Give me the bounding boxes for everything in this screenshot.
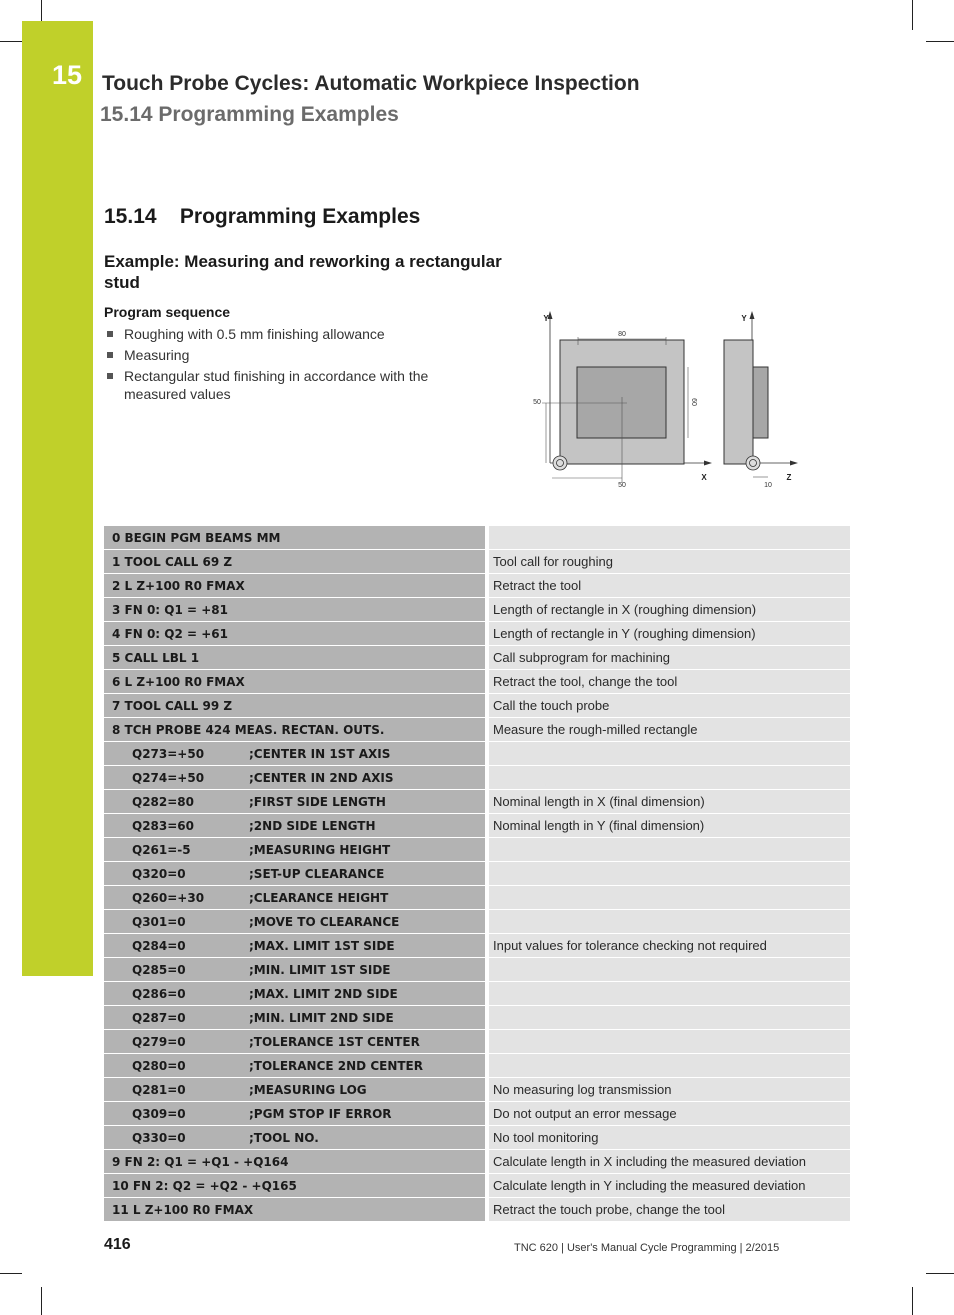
parameter-comment: ;MEASURING LOG bbox=[249, 1082, 367, 1097]
program-description-cell bbox=[489, 526, 850, 550]
list-item bbox=[104, 367, 464, 403]
program-code-cell: 10 FN 2: Q2 = +Q2 - +Q165 bbox=[104, 1174, 485, 1198]
table-row bbox=[104, 670, 850, 694]
program-code-cell bbox=[104, 1078, 485, 1102]
rectangular-stud bbox=[577, 367, 666, 438]
parameter-value: Q301=0 bbox=[132, 914, 186, 929]
parameter-comment: ;CENTER IN 2ND AXIS bbox=[249, 770, 394, 785]
width-dimension-label: 80 bbox=[618, 331, 626, 338]
program-description-cell: Do not output an error message bbox=[489, 1102, 850, 1126]
table-row bbox=[104, 790, 850, 814]
program-code-cell bbox=[104, 838, 485, 862]
bullet-icon bbox=[107, 331, 113, 337]
side-view-stud bbox=[753, 367, 768, 438]
program-code-cell bbox=[104, 886, 485, 910]
program-description-cell bbox=[489, 886, 850, 910]
parameter-comment: ;MIN. LIMIT 2ND SIDE bbox=[249, 1010, 394, 1025]
table-row bbox=[104, 1126, 850, 1150]
program-description-cell: Calculate length in X including the measured deviation bbox=[489, 1150, 850, 1174]
program-code-cell: 0 BEGIN PGM BEAMS MM bbox=[104, 526, 485, 550]
x-axis-arrow-icon bbox=[704, 461, 712, 466]
program-code-cell bbox=[104, 1126, 485, 1150]
parameter-value: Q279=0 bbox=[132, 1034, 186, 1049]
footer-text: TNC 620 | User's Manual Cycle Programming | 2/2015 bbox=[514, 1242, 780, 1254]
chapter-subtitle: 15.14 Programming Examples bbox=[100, 103, 399, 126]
table-row bbox=[104, 1174, 850, 1198]
table-row bbox=[104, 550, 850, 574]
side-view-blank bbox=[724, 340, 753, 464]
table-row bbox=[104, 574, 850, 598]
parameter-comment: ;TOLERANCE 2ND CENTER bbox=[249, 1058, 423, 1073]
program-code-cell: 2 L Z+100 R0 FMAX bbox=[104, 574, 485, 598]
program-description-cell: Calculate length in Y including the measured deviation bbox=[489, 1174, 850, 1198]
list-item-text: Rectangular stud finishing in accordance with the measured values bbox=[124, 368, 429, 402]
parameter-value: Q309=0 bbox=[132, 1106, 186, 1121]
parameter-value: Q282=80 bbox=[132, 794, 195, 809]
parameter-comment: ;MEASURING HEIGHT bbox=[249, 842, 391, 857]
parameter-value: Q280=0 bbox=[132, 1058, 186, 1073]
table-row bbox=[104, 1006, 850, 1030]
table-row bbox=[104, 1150, 850, 1174]
table-row bbox=[104, 526, 850, 550]
parameter-comment: ;SET-UP CLEARANCE bbox=[249, 866, 385, 881]
program-code-cell: 1 TOOL CALL 69 Z bbox=[104, 550, 485, 574]
program-code-cell bbox=[104, 1030, 485, 1054]
program-code-cell bbox=[104, 862, 485, 886]
parameter-value: Q281=0 bbox=[132, 1082, 186, 1097]
program-code-cell bbox=[104, 982, 485, 1006]
program-code-cell: 6 L Z+100 R0 FMAX bbox=[104, 670, 485, 694]
program-sequence-list bbox=[104, 325, 464, 406]
program-sequence-label: Program sequence bbox=[104, 304, 231, 320]
list-item-text: Roughing with 0.5 mm finishing allowance bbox=[124, 326, 385, 342]
table-row bbox=[104, 1078, 850, 1102]
front-axis-x-label: X bbox=[701, 473, 707, 482]
parameter-value: Q285=0 bbox=[132, 962, 186, 977]
table-row bbox=[104, 1030, 850, 1054]
program-description-cell: Retract the tool, change the tool bbox=[489, 670, 850, 694]
program-description-cell bbox=[489, 862, 850, 886]
parameter-value: Q320=0 bbox=[132, 866, 186, 881]
side-y-axis-arrow-icon bbox=[750, 311, 755, 319]
parameter-value: Q330=0 bbox=[132, 1130, 186, 1145]
center-y-dimension-label: 50 bbox=[533, 399, 541, 406]
crop-mark bbox=[912, 0, 913, 30]
parameter-comment: ;MAX. LIMIT 1ST SIDE bbox=[249, 938, 395, 953]
program-code-cell bbox=[104, 958, 485, 982]
parameter-value: Q274=+50 bbox=[132, 770, 205, 785]
program-code-cell bbox=[104, 790, 485, 814]
front-axis-y-label: Y bbox=[543, 314, 549, 323]
table-row bbox=[104, 886, 850, 910]
program-description-cell bbox=[489, 838, 850, 862]
parameter-comment: ;2ND SIDE LENGTH bbox=[249, 818, 376, 833]
program-description-cell bbox=[489, 982, 850, 1006]
program-code-cell: 9 FN 2: Q1 = +Q1 - +Q164 bbox=[104, 1150, 485, 1174]
program-description-cell: Length of rectangle in Y (roughing dimension) bbox=[489, 622, 850, 646]
parameter-value: Q287=0 bbox=[132, 1010, 186, 1025]
program-description-cell: Input values for tolerance checking not required bbox=[489, 934, 850, 958]
table-row bbox=[104, 910, 850, 934]
program-description-cell bbox=[489, 958, 850, 982]
table-row bbox=[104, 766, 850, 790]
program-code-cell bbox=[104, 910, 485, 934]
list-item-text: Measuring bbox=[124, 347, 190, 363]
program-description-cell: Tool call for roughing bbox=[489, 550, 850, 574]
program-code-cell bbox=[104, 766, 485, 790]
page-number: 416 bbox=[104, 1236, 131, 1253]
table-row bbox=[104, 1054, 850, 1078]
table-row bbox=[104, 838, 850, 862]
program-code-cell: 7 TOOL CALL 99 Z bbox=[104, 694, 485, 718]
side-z-axis-arrow-icon bbox=[790, 461, 798, 466]
parameter-comment: ;MIN. LIMIT 1ST SIDE bbox=[249, 962, 391, 977]
table-row bbox=[104, 646, 850, 670]
parameter-value: Q286=0 bbox=[132, 986, 186, 1001]
datum-icon bbox=[553, 456, 567, 470]
list-item bbox=[104, 346, 464, 364]
table-row bbox=[104, 934, 850, 958]
table-row bbox=[104, 742, 850, 766]
program-description-cell bbox=[489, 1054, 850, 1078]
program-code-cell: 3 FN 0: Q1 = +81 bbox=[104, 598, 485, 622]
depth-dimension-label: 10 bbox=[764, 482, 772, 489]
program-description-cell: No measuring log transmission bbox=[489, 1078, 850, 1102]
program-description-cell bbox=[489, 1006, 850, 1030]
parameter-comment: ;TOOL NO. bbox=[249, 1130, 319, 1145]
parameter-comment: ;FIRST SIDE LENGTH bbox=[249, 794, 386, 809]
crop-mark bbox=[0, 1273, 22, 1274]
crop-mark bbox=[41, 1287, 42, 1315]
list-item bbox=[104, 325, 464, 343]
crop-mark bbox=[41, 0, 42, 22]
table-row bbox=[104, 622, 850, 646]
parameter-comment: ;PGM STOP IF ERROR bbox=[249, 1106, 392, 1121]
parameter-comment: ;MOVE TO CLEARANCE bbox=[249, 914, 400, 929]
program-description-cell bbox=[489, 910, 850, 934]
table-row bbox=[104, 598, 850, 622]
table-row bbox=[104, 694, 850, 718]
parameter-value: Q273=+50 bbox=[132, 746, 205, 761]
program-description-cell bbox=[489, 766, 850, 790]
example-title: Example: Measuring and reworking a rectangular stud bbox=[104, 252, 502, 292]
bullet-icon bbox=[107, 373, 113, 379]
program-description-cell bbox=[489, 742, 850, 766]
crop-mark bbox=[926, 1273, 954, 1274]
table-row bbox=[104, 1102, 850, 1126]
height-dimension-label: 60 bbox=[690, 398, 697, 406]
program-description-cell: Nominal length in Y (final dimension) bbox=[489, 814, 850, 838]
workpiece-drawing bbox=[522, 305, 802, 495]
program-code-cell bbox=[104, 1102, 485, 1126]
table-row bbox=[104, 1198, 850, 1222]
parameter-comment: ;TOLERANCE 1ST CENTER bbox=[249, 1034, 420, 1049]
bullet-icon bbox=[107, 352, 113, 358]
parameter-value: Q260=+30 bbox=[132, 890, 205, 905]
crop-mark bbox=[0, 41, 22, 42]
table-row bbox=[104, 958, 850, 982]
table-row bbox=[104, 862, 850, 886]
program-code-cell bbox=[104, 1006, 485, 1030]
program-description-cell: Nominal length in X (final dimension) bbox=[489, 790, 850, 814]
program-code-cell: 5 CALL LBL 1 bbox=[104, 646, 485, 670]
parameter-comment: ;CENTER IN 1ST AXIS bbox=[249, 746, 391, 761]
program-code-cell: 8 TCH PROBE 424 MEAS. RECTAN. OUTS. bbox=[104, 718, 485, 742]
table-row bbox=[104, 814, 850, 838]
program-description-cell: No tool monitoring bbox=[489, 1126, 850, 1150]
program-description-cell: Call the touch probe bbox=[489, 694, 850, 718]
program-description-cell: Call subprogram for machining bbox=[489, 646, 850, 670]
program-description-cell: Measure the rough-milled rectangle bbox=[489, 718, 850, 742]
program-code-cell bbox=[104, 742, 485, 766]
program-code-cell bbox=[104, 934, 485, 958]
center-x-dimension-label: 50 bbox=[618, 482, 626, 489]
program-code-cell: 4 FN 0: Q2 = +61 bbox=[104, 622, 485, 646]
parameter-value: Q283=60 bbox=[132, 818, 195, 833]
crop-mark bbox=[912, 1287, 913, 1315]
program-description-cell: Retract the touch probe, change the tool bbox=[489, 1198, 850, 1222]
section-title: 15.14 Programming Examples bbox=[104, 205, 421, 228]
program-description-cell bbox=[489, 1030, 850, 1054]
parameter-value: Q261=-5 bbox=[132, 842, 191, 857]
program-description-cell: Retract the tool bbox=[489, 574, 850, 598]
chapter-title: Touch Probe Cycles: Automatic Workpiece Inspection bbox=[102, 72, 640, 95]
parameter-comment: ;CLEARANCE HEIGHT bbox=[249, 890, 389, 905]
side-axis-z-label: Z bbox=[786, 473, 792, 482]
program-code-cell bbox=[104, 814, 485, 838]
chapter-number: 15 bbox=[52, 60, 83, 90]
table-row bbox=[104, 982, 850, 1006]
chapter-sidebar bbox=[22, 21, 93, 976]
program-code-cell bbox=[104, 1054, 485, 1078]
parameter-value: Q284=0 bbox=[132, 938, 186, 953]
program-table bbox=[104, 526, 850, 1222]
side-datum-icon bbox=[746, 456, 760, 470]
program-description-cell: Length of rectangle in X (roughing dimension) bbox=[489, 598, 850, 622]
table-row bbox=[104, 718, 850, 742]
side-axis-y-label: Y bbox=[741, 314, 747, 323]
program-code-cell: 11 L Z+100 R0 FMAX bbox=[104, 1198, 485, 1222]
crop-mark bbox=[926, 41, 954, 42]
parameter-comment: ;MAX. LIMIT 2ND SIDE bbox=[249, 986, 398, 1001]
